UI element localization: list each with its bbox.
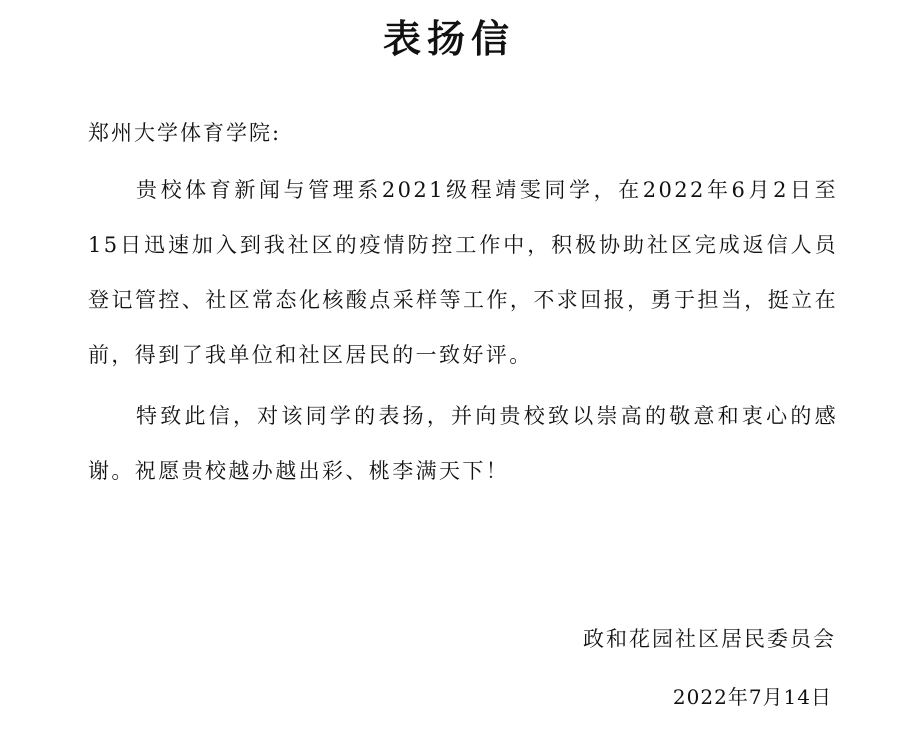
letter-title: 表扬信	[382, 16, 515, 61]
letter-paragraph-2: 特致此信，对该同学的表扬，并向贵校致以崇高的敬意和衷心的感谢。祝愿贵校越办越出彩、桃李满天下！	[88, 404, 838, 483]
letter-signature: 政和花园社区居民委员会	[583, 627, 836, 651]
letter-date: 2022年7月14日	[672, 685, 832, 709]
letter-paragraph-1: 贵校体育新闻与管理系2021级程靖雯同学，在2022年6月2日至15日迅速加入到我社区的疫情防控工作中，积极协助社区完成返信人员登记管控、社区常态化核酸点采样等工作，不求回报，勇于担当，挺立在前，得到了我单位和社区居民的一致好评。	[88, 178, 838, 367]
letter-salutation: 郑州大学体育学院:	[88, 121, 282, 145]
